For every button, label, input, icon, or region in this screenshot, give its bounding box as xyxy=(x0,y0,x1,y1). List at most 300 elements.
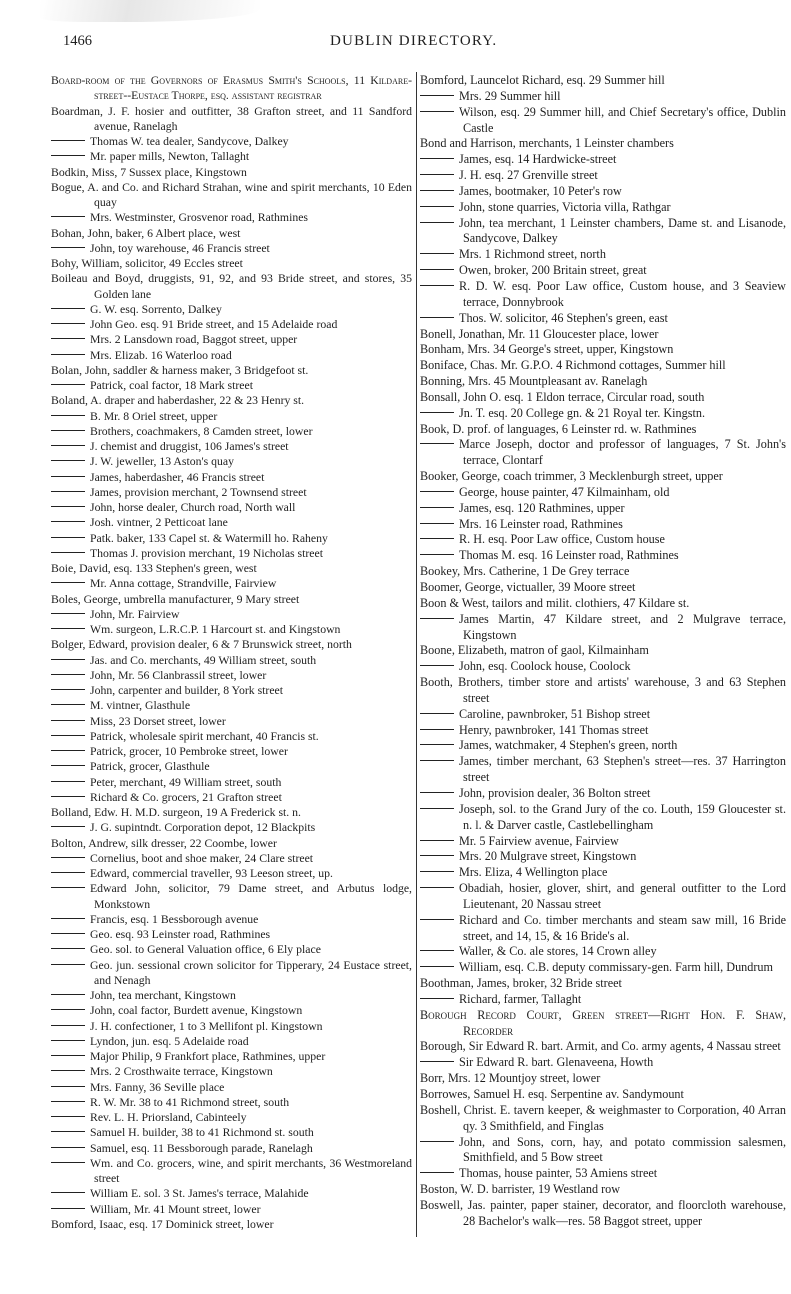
column-divider xyxy=(416,72,417,1237)
entry-text: Boshell, Christ. E. tavern keeper, & weighmaster to Corporation, 40 Arran qy. 3 Smithfield, and Finglas xyxy=(420,1102,786,1133)
ditto-dash xyxy=(420,808,454,809)
ditto-dash xyxy=(420,1141,454,1142)
entry-text: Caroline, pawnbroker, 51 Bishop street xyxy=(459,706,651,721)
ditto-dash xyxy=(51,659,85,660)
directory-sub-entry xyxy=(51,134,412,149)
directory-entry xyxy=(420,564,786,580)
entry-text: Boie, David, esq. 133 Stephen's green, west xyxy=(51,562,257,575)
entry-text: Mr. paper mills, Newton, Tallaght xyxy=(90,150,250,164)
entry-text: Thomas M. esq. 16 Leinster road, Rathmines xyxy=(459,548,679,563)
entry-text: Mrs. 2 Crosthwaite terrace, Kingstown xyxy=(90,1065,273,1079)
directory-sub-entry xyxy=(420,200,786,216)
entry-text: Mrs. Eliza, 4 Wellington place xyxy=(459,865,608,880)
directory-sub-entry xyxy=(420,960,786,976)
entry-text: Rev. L. H. Priorsland, Cabinteely xyxy=(90,1111,247,1124)
ditto-dash xyxy=(51,857,85,858)
directory-entry xyxy=(420,469,786,485)
directory-sub-entry xyxy=(51,607,412,622)
ditto-dash xyxy=(420,523,454,524)
entry-text: Edward John, solicitor, 79 Dame street, and Arbutus lodge, Monkstown xyxy=(90,882,412,911)
page-number: 1466 xyxy=(63,33,92,49)
directory-sub-entry xyxy=(51,409,412,424)
ditto-dash xyxy=(420,491,454,492)
entry-text: John, tea merchant, 1 Leinster chambers, Dame st. and Lisanode, Sandycove, Dalkey xyxy=(459,215,786,246)
entry-text: John, provision dealer, 36 Bolton street xyxy=(459,785,651,800)
directory-sub-entry xyxy=(420,501,786,517)
entry-text: Boston, W. D. barrister, 19 Westland row xyxy=(420,1182,621,1197)
ditto-dash xyxy=(420,665,454,666)
ditto-dash xyxy=(51,933,85,934)
ditto-dash xyxy=(420,871,454,872)
ditto-dash xyxy=(420,285,454,286)
directory-sub-entry xyxy=(51,866,412,881)
entry-text: Major Philip, 9 Frankfort place, Rathmines, upper xyxy=(90,1050,326,1063)
entry-text: Thos. W. solicitor, 46 Stephen's green, east xyxy=(459,310,668,325)
ditto-dash xyxy=(420,222,454,223)
ditto-dash xyxy=(420,507,454,508)
directory-sub-entry xyxy=(420,279,786,311)
entry-text: William E. sol. 3 St. James's terrace, Malahide xyxy=(90,1187,309,1201)
right-column xyxy=(420,73,786,1230)
entry-text: Patk. baker, 133 Capel st. & Watermill ho. Raheny xyxy=(90,531,328,545)
ditto-dash xyxy=(420,760,454,761)
entry-text: R. W. Mr. 38 to 41 Richmond street, south xyxy=(90,1095,290,1109)
ditto-dash xyxy=(51,826,85,827)
directory-sub-entry xyxy=(51,1095,412,1110)
directory-entry xyxy=(420,976,786,992)
entry-text: Samuel H. builder, 38 to 41 Richmond st. south xyxy=(90,1126,314,1140)
directory-sub-entry xyxy=(420,738,786,754)
directory-entry xyxy=(420,136,786,152)
ditto-dash xyxy=(51,506,85,507)
entry-text: James, watchmaker, 4 Stephen's green, north xyxy=(459,738,678,753)
entry-text: Board-room of the Governors of Erasmus Smith's Schools, 11 Kildare-street--Eustace Thorpe, esq. assistant registrar xyxy=(51,74,412,103)
ditto-dash xyxy=(51,1131,85,1132)
ditto-dash xyxy=(51,323,85,324)
entry-text: Boileau and Boyd, druggists, 91, 92, and 93 Bride street, and stores, 35 Golden lane xyxy=(51,272,412,301)
directory-sub-entry xyxy=(51,1034,412,1049)
ditto-dash xyxy=(51,750,85,751)
entry-text: Thomas W. tea dealer, Sandycove, Dalkey xyxy=(90,135,289,148)
directory-sub-entry xyxy=(420,834,786,850)
entry-text: Borough Record Court, Green street—Right Hon. F. Shaw, Recorder xyxy=(420,1007,786,1038)
directory-sub-entry xyxy=(420,707,786,723)
directory-sub-entry xyxy=(51,714,412,729)
ditto-dash xyxy=(51,415,85,416)
ditto-dash xyxy=(51,354,85,355)
ditto-dash xyxy=(420,317,454,318)
entry-text: George, house painter, 47 Kilmainham, old xyxy=(459,484,670,499)
directory-sub-entry xyxy=(51,1202,412,1217)
directory-sub-entry xyxy=(420,802,786,834)
entry-text: James, haberdasher, 46 Francis street xyxy=(90,470,265,484)
ditto-dash xyxy=(51,948,85,949)
directory-sub-entry xyxy=(51,302,412,317)
ditto-dash xyxy=(51,872,85,873)
ditto-dash xyxy=(420,919,454,920)
directory-sub-entry xyxy=(420,1135,786,1167)
directory-sub-entry xyxy=(51,958,412,989)
entry-text: Bogue, A. and Co. and Richard Strahan, wine and spirit merchants, 10 Eden quay xyxy=(51,180,412,209)
entry-text: John, horse dealer, Church road, North wall xyxy=(90,501,296,514)
ditto-dash xyxy=(51,765,85,766)
entry-text: Sir Edward R. bart. Glenaveena, Howth xyxy=(459,1055,654,1070)
entry-text: Jas. and Co. merchants, 49 William street, south xyxy=(90,653,317,667)
ditto-dash xyxy=(420,538,454,539)
entry-text: Joseph, sol. to the Grand Jury of the co. Louth, 159 Gloucester st. n. l. & Darver castle, Castlebellingham xyxy=(459,801,786,832)
entry-text: Patrick, coal factor, 18 Mark street xyxy=(90,379,253,392)
ditto-dash xyxy=(420,966,454,967)
directory-sub-entry xyxy=(51,1125,412,1140)
ditto-dash xyxy=(51,1040,85,1041)
entry-text: Booth, Brothers, timber store and artists' warehouse, 3 and 63 Stephen street xyxy=(420,675,786,705)
directory-entry xyxy=(420,422,786,438)
entry-text: Boland, A. draper and haberdasher, 22 & 23 Henry st. xyxy=(51,394,305,408)
directory-sub-entry xyxy=(51,653,412,668)
entry-text: John, esq. Coolock house, Coolock xyxy=(459,659,631,674)
directory-sub-entry xyxy=(420,992,786,1008)
directory-sub-entry xyxy=(420,311,786,327)
directory-entry xyxy=(420,342,786,358)
entry-text: J. chemist and druggist, 106 James's street xyxy=(90,440,289,453)
entry-text: Patrick, grocer, 10 Pembroke street, lower xyxy=(90,745,288,758)
entry-text: Bolan, John, saddler & harness maker, 3 Bridgefoot st. xyxy=(51,363,309,377)
directory-sub-entry xyxy=(420,532,786,548)
directory-sub-entry xyxy=(51,149,412,164)
entry-text: Edward, commercial traveller, 93 Leeson street, up. xyxy=(90,867,333,880)
ditto-dash xyxy=(420,855,454,856)
ditto-dash xyxy=(51,460,85,461)
directory-sub-entry xyxy=(420,437,786,469)
directory-entry xyxy=(420,390,786,406)
directory-sub-entry xyxy=(420,247,786,263)
directory-sub-entry xyxy=(51,759,412,774)
directory-sub-entry xyxy=(51,988,412,1003)
entry-text: Henry, pawnbroker, 141 Thomas street xyxy=(459,722,649,737)
directory-entry xyxy=(420,1071,786,1087)
directory-entry xyxy=(420,374,786,390)
entry-text: Bonell, Jonathan, Mr. 11 Gloucester place, lower xyxy=(420,326,659,341)
ditto-dash xyxy=(51,155,85,156)
ditto-dash xyxy=(51,796,85,797)
entry-text: G. W. esq. Sorrento, Dalkey xyxy=(90,302,222,316)
directory-entry xyxy=(51,637,412,652)
entry-text: Peter, merchant, 49 William street, south xyxy=(90,775,282,789)
entry-text: John, Mr. Fairview xyxy=(90,607,180,621)
directory-sub-entry xyxy=(420,881,786,913)
entry-text: John, carpenter and builder, 8 York street xyxy=(90,684,284,697)
entry-text: Francis, esq. 1 Bessborough avenue xyxy=(90,912,259,926)
ditto-dash xyxy=(51,1162,85,1163)
directory-sub-entry xyxy=(51,348,412,363)
entry-text: Samuel, esq. 11 Bessborough parade, Ranelagh xyxy=(90,1141,313,1155)
directory-sub-entry xyxy=(51,683,412,698)
entry-text: Waller, & Co. ale stores, 14 Crown alley xyxy=(459,944,657,959)
ditto-dash xyxy=(51,1192,85,1193)
directory-sub-entry xyxy=(51,210,412,225)
entry-text: Geo. esq. 93 Leinster road, Rathmines xyxy=(90,928,271,941)
entry-text: Marce Joseph, doctor and professor of languages, 7 St. John's terrace, Clontarf xyxy=(459,437,786,468)
ditto-dash xyxy=(420,950,454,951)
entry-text: Mrs. Elizab. 16 Waterloo road xyxy=(90,348,232,362)
directory-entry xyxy=(420,1039,786,1055)
directory-entry xyxy=(51,363,412,378)
directory-sub-entry xyxy=(51,668,412,683)
directory-entry xyxy=(51,256,412,271)
directory-sub-entry xyxy=(51,470,412,485)
directory-sub-entry xyxy=(51,1186,412,1201)
directory-entry xyxy=(51,393,412,408)
entry-text: Jn. T. esq. 20 College gn. & 21 Royal ter. Kingstn. xyxy=(459,405,705,420)
directory-sub-entry xyxy=(51,851,412,866)
ditto-dash xyxy=(51,1025,85,1026)
ditto-dash xyxy=(51,674,85,675)
directory-sub-entry xyxy=(51,546,412,561)
directory-entry xyxy=(420,327,786,343)
entry-text: Bonning, Mrs. 45 Mountpleasant av. Ranelagh xyxy=(420,374,648,389)
directory-sub-entry xyxy=(420,659,786,675)
scan-smudge xyxy=(40,0,260,22)
directory-entry xyxy=(420,1087,786,1103)
entry-text: Borr, Mrs. 12 Mountjoy street, lower xyxy=(420,1071,601,1086)
ditto-dash xyxy=(420,792,454,793)
ditto-dash xyxy=(51,445,85,446)
entry-text: Patrick, grocer, Glasthule xyxy=(90,760,210,774)
entry-text: Wilson, esq. 29 Summer hill, and Chief Secretary's office, Dublin Castle xyxy=(459,104,786,135)
ditto-dash xyxy=(420,253,454,254)
entry-text: Borrowes, Samuel H. esq. Serpentine av. Sandymount xyxy=(420,1087,684,1101)
directory-sub-entry xyxy=(51,241,412,256)
directory-entry xyxy=(51,73,412,104)
directory-sub-entry xyxy=(420,168,786,184)
directory-entry xyxy=(51,104,412,135)
entry-text: R. H. esq. Poor Law office, Custom house xyxy=(459,532,665,547)
directory-sub-entry xyxy=(51,1003,412,1018)
directory-sub-entry xyxy=(51,424,412,439)
ditto-dash xyxy=(51,1070,85,1071)
entry-text: Obadiah, hosier, glover, shirt, and general outfitter to the Lord Lieutenant, 20 Nassau street xyxy=(459,881,786,911)
entry-text: John Geo. esq. 91 Bride street, and 15 Adelaide road xyxy=(90,318,338,331)
ditto-dash xyxy=(420,840,454,841)
entry-text: Boon & West, tailors and milit. clothiers, 47 Kildare st. xyxy=(420,595,690,610)
directory-entry xyxy=(51,561,412,576)
entry-text: Brothers, coachmakers, 8 Camden street, lower xyxy=(90,424,313,438)
directory-sub-entry xyxy=(420,216,786,248)
directory-sub-entry xyxy=(51,881,412,912)
directory-entry xyxy=(51,271,412,302)
entry-text: Boone, Elizabeth, matron of gaol, Kilmainham xyxy=(420,643,649,658)
entry-text: Wm. and Co. grocers, wine, and spirit merchants, 36 Westmoreland street xyxy=(90,1156,412,1185)
entry-text: Mrs. 16 Leinster road, Rathmines xyxy=(459,516,623,531)
entry-text: Boothman, James, broker, 32 Bride street xyxy=(420,976,622,991)
entry-text: Richard, farmer, Tallaght xyxy=(459,991,582,1006)
ditto-dash xyxy=(51,613,85,614)
directory-entry xyxy=(420,1182,786,1198)
directory-entry xyxy=(51,836,412,851)
directory-sub-entry xyxy=(420,1166,786,1182)
ditto-dash xyxy=(420,95,454,96)
directory-sub-entry xyxy=(51,744,412,759)
entry-text: Bomford, Launcelot Richard, esq. 29 Summer hill xyxy=(420,73,665,87)
ditto-dash xyxy=(51,1116,85,1117)
entry-text: James Martin, 47 Kildare street, and 2 Mulgrave terrace, Kingstown xyxy=(459,611,786,642)
directory-sub-entry xyxy=(420,849,786,865)
directory-sub-entry xyxy=(51,942,412,957)
directory-sub-entry xyxy=(51,927,412,942)
ditto-dash xyxy=(51,476,85,477)
directory-sub-entry xyxy=(420,1055,786,1071)
page-title: DUBLIN DIRECTORY. xyxy=(330,33,498,49)
entry-text: John, and Sons, corn, hay, and potato commission salesmen, Smithfield, and 5 Bow street xyxy=(459,1134,786,1165)
directory-sub-entry xyxy=(420,944,786,960)
entry-text: Geo. jun. sessional crown solicitor for Tipperary, 24 Eustace street, and Nenagh xyxy=(90,958,412,987)
ditto-dash xyxy=(51,994,85,995)
entry-text: Bookey, Mrs. Catherine, 1 De Grey terrace xyxy=(420,564,630,579)
ditto-dash xyxy=(51,781,85,782)
ditto-dash xyxy=(420,713,454,714)
ditto-dash xyxy=(420,1061,454,1062)
ditto-dash xyxy=(51,384,85,385)
entry-text: Thomas, house painter, 53 Amiens street xyxy=(459,1166,658,1181)
ditto-dash xyxy=(51,537,85,538)
entry-text: Boomer, George, victualler, 39 Moore street xyxy=(420,580,636,594)
entry-text: Mrs. Fanny, 36 Seville place xyxy=(90,1080,225,1094)
entry-text: Boniface, Chas. Mr. G.P.O. 4 Richmond cottages, Summer hill xyxy=(420,358,726,373)
directory-sub-entry xyxy=(420,406,786,422)
directory-sub-entry xyxy=(420,485,786,501)
entry-text: Mr. 5 Fairview avenue, Fairview xyxy=(459,833,619,848)
entry-text: Mrs. 20 Mulgrave street, Kingstown xyxy=(459,849,637,864)
entry-text: R. D. W. esq. Poor Law office, Custom house, and 3 Seaview terrace, Donnybrook xyxy=(459,278,786,309)
directory-entry xyxy=(51,226,412,241)
entry-text: J. W. jeweller, 13 Aston's quay xyxy=(90,455,234,469)
entry-text: M. vintner, Glasthule xyxy=(90,699,191,713)
directory-entry xyxy=(420,596,786,612)
ditto-dash xyxy=(420,111,454,112)
entry-text: Richard & Co. grocers, 21 Grafton street xyxy=(90,790,282,804)
entry-text: Bonham, Mrs. 34 George's street, upper, Kingstown xyxy=(420,342,674,357)
ditto-dash xyxy=(420,206,454,207)
directory-sub-entry xyxy=(420,184,786,200)
entry-text: Mrs. Westminster, Grosvenor road, Rathmines xyxy=(90,211,308,225)
ditto-dash xyxy=(51,308,85,309)
directory-sub-entry xyxy=(420,754,786,786)
directory-sub-entry xyxy=(51,698,412,713)
entry-text: Bodkin, Miss, 7 Sussex place, Kingstown xyxy=(51,165,247,179)
entry-text: John, Mr. 56 Clanbrassil street, lower xyxy=(90,668,267,682)
entry-text: Boles, George, umbrella manufacturer, 9 Mary street xyxy=(51,592,300,606)
directory-sub-entry xyxy=(420,786,786,802)
entry-text: Josh. vintner, 2 Petticoat lane xyxy=(90,516,228,530)
entry-text: Thomas J. provision merchant, 19 Nicholas street xyxy=(90,546,323,560)
left-column xyxy=(51,73,412,1232)
ditto-dash xyxy=(51,521,85,522)
directory-sub-entry xyxy=(51,1110,412,1125)
directory-sub-entry xyxy=(51,515,412,530)
directory-sub-entry xyxy=(420,723,786,739)
entry-text: Patrick, wholesale spirit merchant, 40 Francis st. xyxy=(90,729,319,743)
entry-text: Mrs. 1 Richmond street, north xyxy=(459,247,606,262)
ditto-dash xyxy=(420,158,454,159)
entry-text: J. H. confectioner, 1 to 3 Mellifont pl. Kingstown xyxy=(90,1019,323,1033)
entry-text: Booker, George, coach trimmer, 3 Mecklenburgh street, upper xyxy=(420,469,723,484)
ditto-dash xyxy=(420,412,454,413)
entry-text: Cornelius, boot and shoe maker, 24 Clare street xyxy=(90,851,314,865)
directory-sub-entry xyxy=(420,89,786,105)
directory-sub-entry xyxy=(51,378,412,393)
ditto-dash xyxy=(51,1086,85,1087)
directory-sub-entry xyxy=(420,517,786,533)
directory-entry xyxy=(420,675,786,707)
ditto-dash xyxy=(51,491,85,492)
entry-text: Bonsall, John O. esq. 1 Eldon terrace, Circular road, south xyxy=(420,389,705,404)
ditto-dash xyxy=(51,1055,85,1056)
ditto-dash xyxy=(420,443,454,444)
directory-sub-entry xyxy=(420,263,786,279)
directory-sub-entry xyxy=(51,820,412,835)
ditto-dash xyxy=(51,1101,85,1102)
entry-text: John, stone quarries, Victoria villa, Rathgar xyxy=(459,199,671,214)
entry-text: Lyndon, jun. esq. 5 Adelaide road xyxy=(90,1034,249,1048)
ditto-dash xyxy=(51,247,85,248)
ditto-dash xyxy=(51,628,85,629)
directory-sub-entry xyxy=(51,531,412,546)
ditto-dash xyxy=(51,582,85,583)
directory-sub-entry xyxy=(51,1049,412,1064)
directory-sub-entry xyxy=(51,729,412,744)
entry-text: J. G. supintndt. Corporation depot, 12 Blackpits xyxy=(90,821,316,835)
ditto-dash xyxy=(420,174,454,175)
directory-sub-entry xyxy=(51,1080,412,1095)
directory-sub-entry xyxy=(51,485,412,500)
directory-sub-entry xyxy=(51,1156,412,1187)
entry-text: Owen, broker, 200 Britain street, great xyxy=(459,263,647,278)
ditto-dash xyxy=(51,689,85,690)
entry-text: Mrs. 29 Summer hill xyxy=(459,88,561,103)
directory-sub-entry xyxy=(420,913,786,945)
ditto-dash xyxy=(420,554,454,555)
ditto-dash xyxy=(51,338,85,339)
directory-entry xyxy=(420,580,786,596)
directory-entry xyxy=(51,592,412,607)
ditto-dash xyxy=(420,190,454,191)
ditto-dash xyxy=(420,887,454,888)
entry-text: James, provision merchant, 2 Townsend street xyxy=(90,485,307,499)
directory-entry xyxy=(51,1217,412,1232)
directory-entry xyxy=(51,805,412,820)
entry-text: Bohy, William, solicitor, 49 Eccles street xyxy=(51,257,243,270)
directory-sub-entry xyxy=(420,865,786,881)
directory-sub-entry xyxy=(51,317,412,332)
entry-text: John, coal factor, Burdett avenue, Kingstown xyxy=(90,1004,303,1018)
ditto-dash xyxy=(51,1009,85,1010)
directory-sub-entry xyxy=(51,1019,412,1034)
directory-entry xyxy=(420,358,786,374)
directory-entry xyxy=(420,1198,786,1230)
ditto-dash xyxy=(420,998,454,999)
directory-sub-entry xyxy=(51,775,412,790)
ditto-dash xyxy=(420,729,454,730)
ditto-dash xyxy=(51,720,85,721)
entry-text: William, Mr. 41 Mount street, lower xyxy=(90,1202,261,1216)
entry-text: James, timber merchant, 63 Stephen's street—res. 37 Harrington street xyxy=(459,754,786,785)
entry-text: James, esq. 120 Rathmines, upper xyxy=(459,500,625,515)
directory-sub-entry xyxy=(51,1064,412,1079)
entry-text: Bond and Harrison, merchants, 1 Leinster chambers xyxy=(420,136,674,151)
directory-sub-entry xyxy=(51,454,412,469)
entry-text: James, esq. 14 Hardwicke-street xyxy=(459,152,617,167)
ditto-dash xyxy=(420,618,454,619)
